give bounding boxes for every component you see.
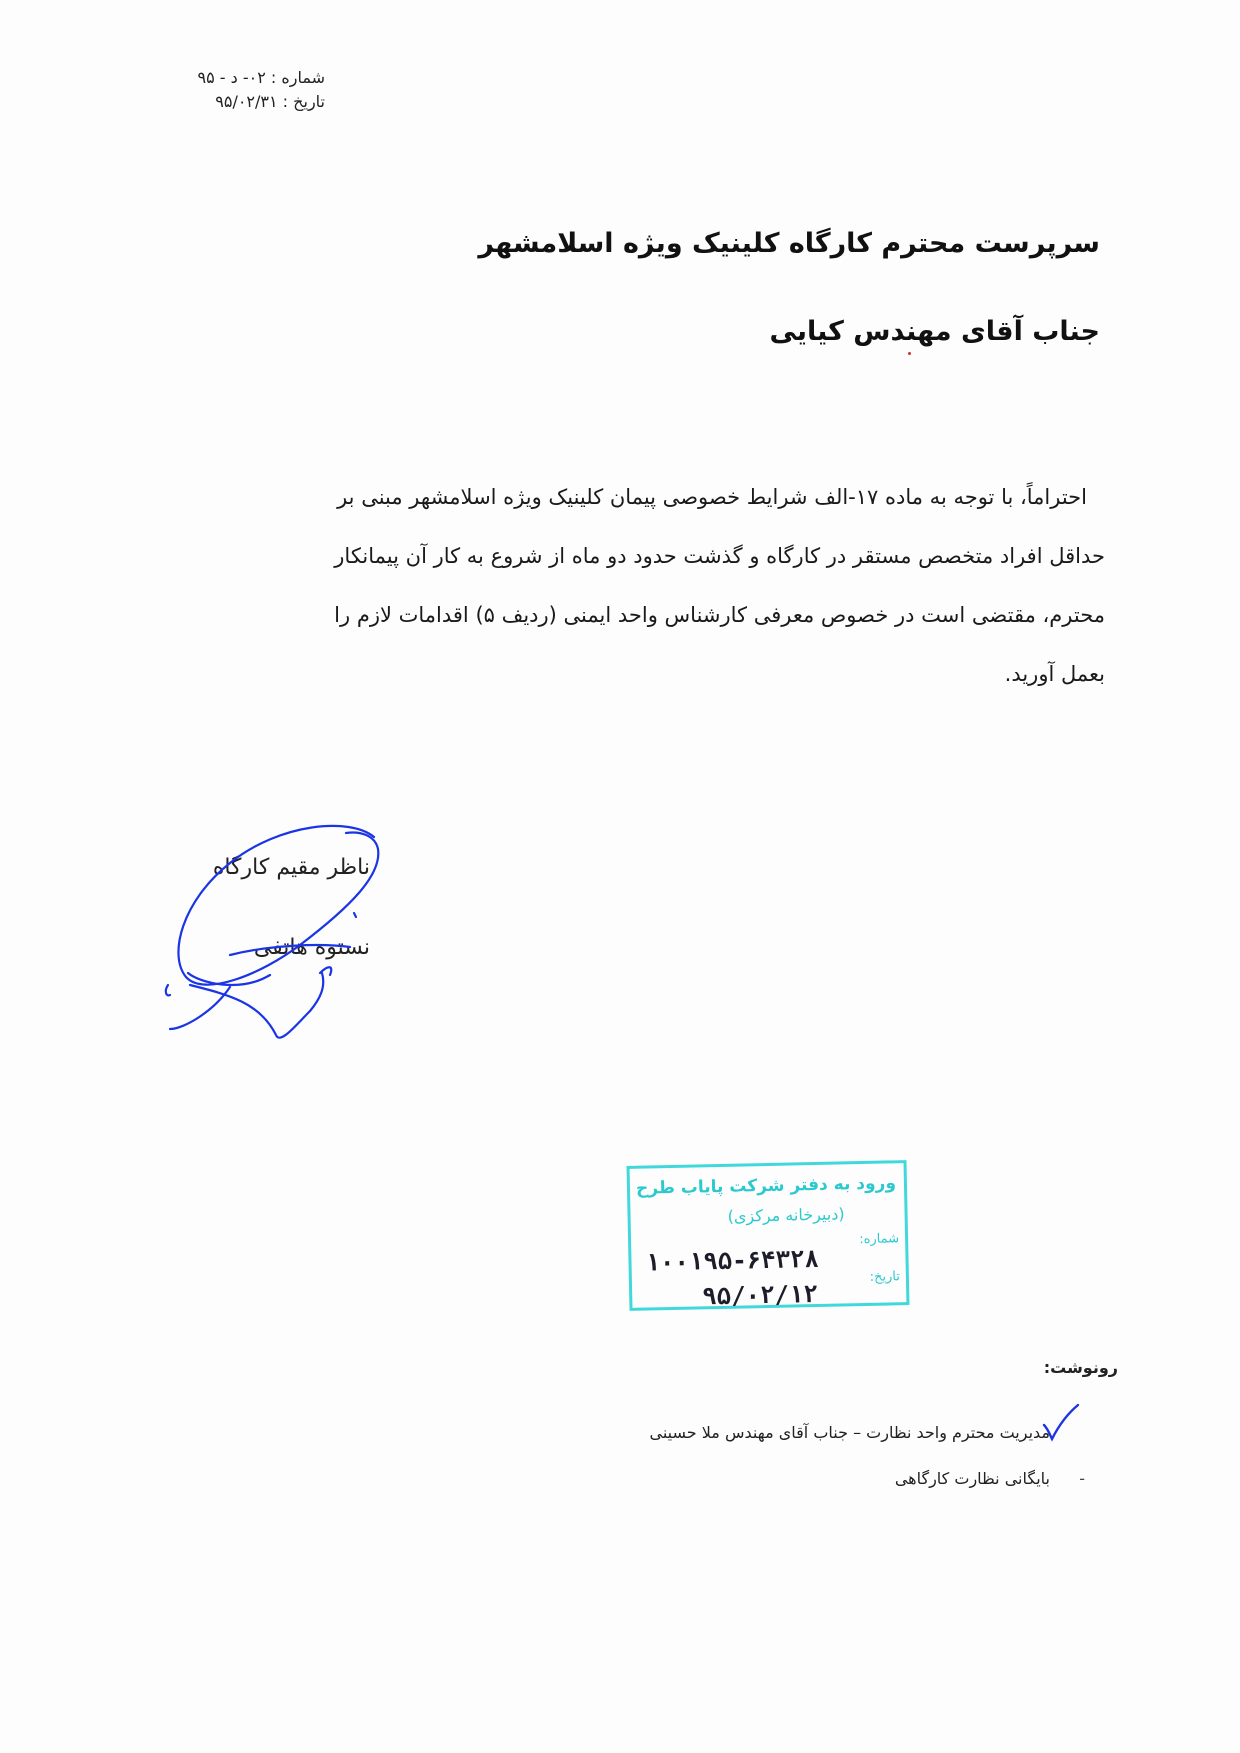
body-line-2: حداقل افراد متخصص مستقر در کارگاه و گذشت حدود دو ماه از شروع به کار آن پیمانکار bbox=[334, 544, 1105, 568]
cc-item bbox=[650, 1456, 1085, 1502]
letter-date: تاریخ : ۹۵/۰۲/۳۱ bbox=[215, 92, 325, 111]
stamp-date-value: ۹۵/۰۲/۱۲ bbox=[701, 1279, 819, 1311]
stamp-date-label: تاریخ: bbox=[869, 1269, 901, 1285]
cc-item-text: بایگانی نظارت کارگاهی bbox=[894, 1469, 1050, 1488]
body-line-4: بعمل آورید. bbox=[1004, 662, 1105, 686]
addressee-title: سرپرست محترم کارگاه کلینیک ویژه اسلامشهر bbox=[478, 228, 1100, 259]
letter-meta bbox=[120, 66, 325, 114]
handwritten-signature-icon bbox=[160, 815, 410, 1045]
cc-list bbox=[649, 1410, 1085, 1502]
stamp-number-value: ۱۰۰۱۹۵-۶۴۳۲۸ bbox=[645, 1244, 820, 1277]
letter-body bbox=[185, 468, 1105, 704]
stamp-title: ورود به دفتر شرکت پایاب طرح bbox=[635, 1173, 897, 1199]
addressee-name: جناب آقای مهندس کیایی bbox=[769, 316, 1100, 347]
cc-item-text: مدیریت محترم واحد نظارت – جناب آقای مهندس ملا حسینی bbox=[649, 1423, 1050, 1442]
stamp-subtitle: (دبیرخانه مرکزی) bbox=[727, 1204, 845, 1226]
received-stamp bbox=[627, 1160, 910, 1311]
signature-block bbox=[160, 815, 410, 1045]
body-line-1: احتراماً، با توجه به ماده ۱۷-الف شرایط خصوصی پیمان کلینیک ویژه اسلامشهر مبنی بر bbox=[337, 485, 1087, 509]
cc-item bbox=[650, 1410, 1050, 1456]
scan-speck bbox=[908, 352, 911, 355]
signer-name: نستوه هاتفی bbox=[253, 935, 370, 960]
cc-bullet: - bbox=[1079, 1469, 1085, 1488]
body-line-3: محترم، مقتضی است در خصوص معرفی کارشناس واحد ایمنی (ردیف ۵) اقدامات لازم را bbox=[334, 603, 1105, 627]
cc-label: رونوشت: bbox=[1043, 1358, 1118, 1377]
letter-number: شماره : ۰۲- د - ۹۵ bbox=[197, 68, 325, 87]
stamp-number-label: شماره: bbox=[859, 1231, 900, 1248]
signer-title: ناظر مقیم کارگاه bbox=[212, 855, 370, 880]
